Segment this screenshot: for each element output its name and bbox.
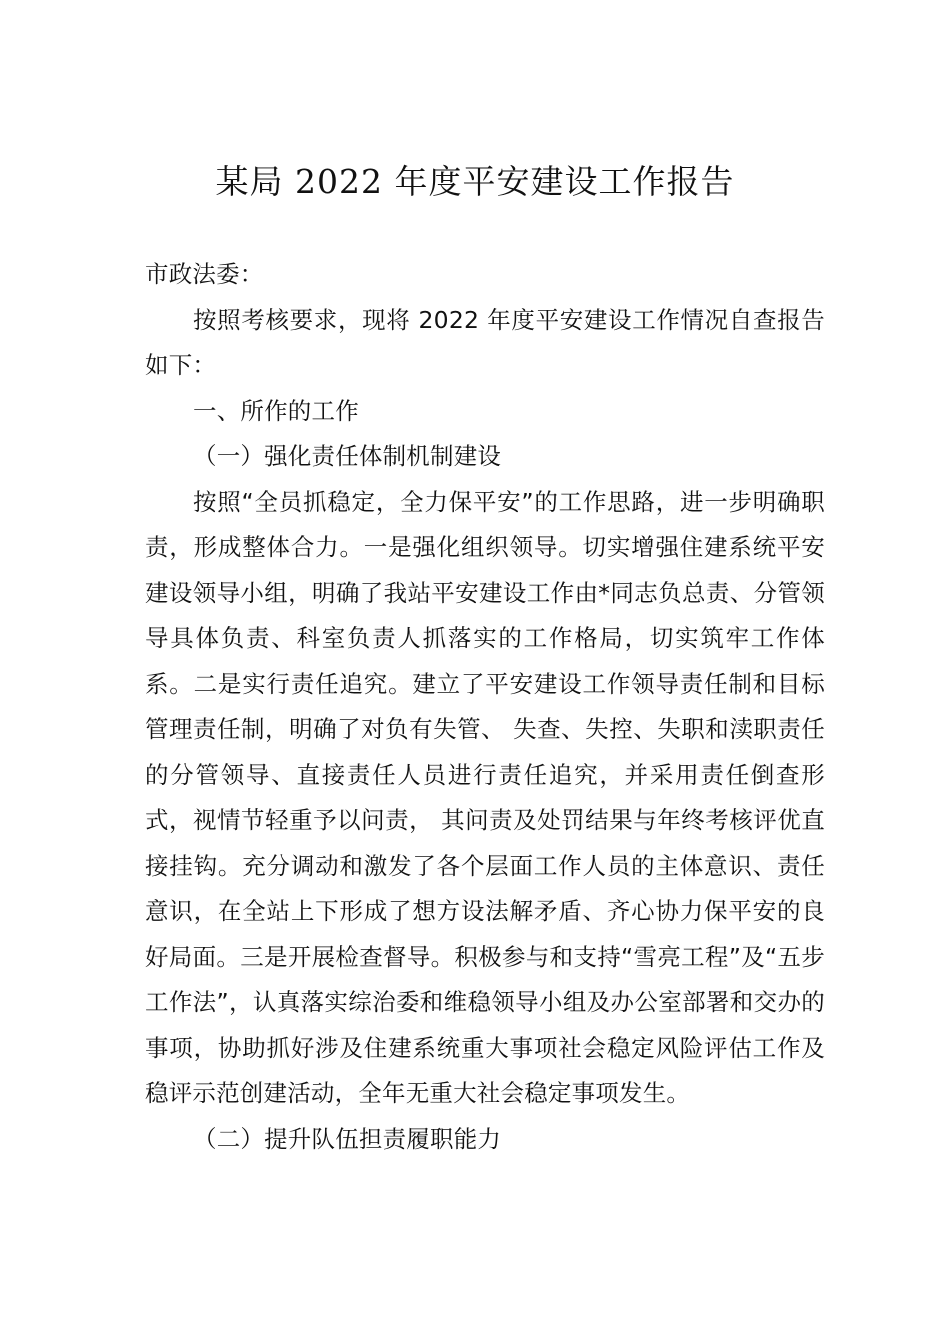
section-heading-1: 一、所作的工作 xyxy=(193,396,359,425)
document-title: 某局 2022 年度平安建设工作报告 xyxy=(215,162,735,201)
document-body xyxy=(145,252,825,1162)
salutation: 市政法委： xyxy=(145,260,264,288)
subsection-body-1: 按照“全员抓稳定，全力保平安”的工作思路，进一步明确职责，形成整体合力。一是强化组织领导。切实增强住建系统平安建设领导小组，明确了我站平安建设工作由*同志负总责、分管领导具体负责、科室负责人抓落实的工作格局，切实筑牢工作体系。二是实行责任追究。建立了平安建设工作领导责任制和目标管理责任制，明确了对负有失管、 失查、失控、失职和渎职责任的分管领导、直接责任人员进行责任追究，并采用责任倒查形式，视情节轻重予以问责， 其问责及处罚结果与年终考核评优直接挂钩。充分调动和激发了各个层面工作人员的主体意识、责任意识，在全站上下形成了想方设法解矛盾、齐心协力保平安的良好局面。三是开展检查督导。积极参与和支持“雪亮工程”及“五步工作法”，认真落实综治委和维稳领导小组及办公室部署和交办的事项，协助抓好涉及住建系统重大事项社会稳定风险评估工作及稳评示范创建活动，全年无重大社会稳定事项发生。 xyxy=(145,487,825,1107)
intro-paragraph: 按照考核要求，现将 2022 年度平安建设工作情况自查报告如下： xyxy=(145,305,825,379)
subsection-heading-1: （一）强化责任体制机制建设 xyxy=(193,442,502,470)
subsection-heading-2: （二）提升队伍担责履职能力 xyxy=(193,1124,502,1153)
